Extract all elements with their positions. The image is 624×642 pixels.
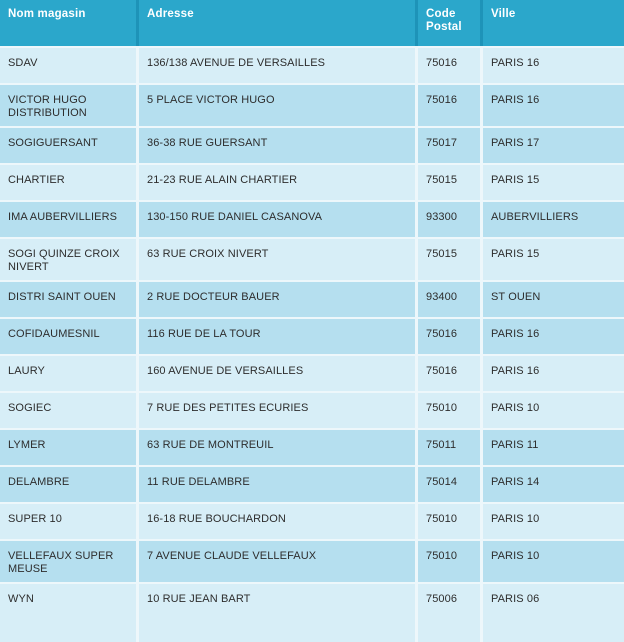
- table-row[interactable]: [0, 46, 624, 83]
- store-address-cell: 11 RUE DELAMBRE: [139, 467, 415, 502]
- store-postal-cell: 75010: [418, 393, 480, 428]
- table-row[interactable]: [0, 428, 624, 465]
- store-postal-cell: 93400: [418, 282, 480, 317]
- store-name-cell: VICTOR HUGO DISTRIBUTION: [0, 85, 136, 126]
- store-city-cell: PARIS 16: [483, 356, 624, 391]
- store-city-cell: PARIS 14: [483, 467, 624, 502]
- store-address-cell: 36-38 RUE GUERSANT: [139, 128, 415, 163]
- store-address-cell: 130-150 RUE DANIEL CASANOVA: [139, 202, 415, 237]
- store-city-cell: PARIS 06: [483, 584, 624, 642]
- store-postal-cell: 75017: [418, 128, 480, 163]
- store-postal-cell: 75014: [418, 467, 480, 502]
- table-row[interactable]: [0, 354, 624, 391]
- store-name-cell: SOGIEC: [0, 393, 136, 428]
- store-postal-cell: 75006: [418, 584, 480, 642]
- store-city-cell: PARIS 16: [483, 85, 624, 126]
- store-city-cell: AUBERVILLIERS: [483, 202, 624, 237]
- store-name-cell: DISTRI SAINT OUEN: [0, 282, 136, 317]
- store-name-cell: LYMER: [0, 430, 136, 465]
- store-city-cell: PARIS 15: [483, 165, 624, 200]
- header-code-postal: Code Postal: [418, 0, 480, 46]
- store-postal-cell: 75016: [418, 356, 480, 391]
- store-address-cell: 21-23 RUE ALAIN CHARTIER: [139, 165, 415, 200]
- store-name-cell: SUPER 10: [0, 504, 136, 539]
- table-row[interactable]: [0, 391, 624, 428]
- table-row[interactable]: [0, 502, 624, 539]
- store-postal-cell: 75010: [418, 504, 480, 539]
- store-name-cell: SOGIGUERSANT: [0, 128, 136, 163]
- store-name-cell: WYN: [0, 584, 136, 642]
- table-header: [0, 0, 624, 46]
- store-address-cell: 2 RUE DOCTEUR BAUER: [139, 282, 415, 317]
- table-row[interactable]: [0, 582, 624, 642]
- store-address-cell: 7 AVENUE CLAUDE VELLEFAUX: [139, 541, 415, 582]
- table-row[interactable]: [0, 317, 624, 354]
- store-address-cell: 116 RUE DE LA TOUR: [139, 319, 415, 354]
- store-name-cell: DELAMBRE: [0, 467, 136, 502]
- store-city-cell: PARIS 10: [483, 541, 624, 582]
- store-address-cell: 7 RUE DES PETITES ECURIES: [139, 393, 415, 428]
- store-postal-cell: 75015: [418, 239, 480, 280]
- store-postal-cell: 75016: [418, 48, 480, 83]
- store-postal-cell: 75011: [418, 430, 480, 465]
- table-row[interactable]: [0, 237, 624, 280]
- header-nom-magasin: Nom magasin: [0, 0, 136, 46]
- table-row[interactable]: [0, 280, 624, 317]
- store-postal-cell: 75016: [418, 319, 480, 354]
- store-city-cell: PARIS 16: [483, 48, 624, 83]
- store-city-cell: PARIS 11: [483, 430, 624, 465]
- store-city-cell: PARIS 16: [483, 319, 624, 354]
- table-row[interactable]: [0, 83, 624, 126]
- store-city-cell: PARIS 17: [483, 128, 624, 163]
- store-address-cell: 5 PLACE VICTOR HUGO: [139, 85, 415, 126]
- table-row[interactable]: [0, 163, 624, 200]
- table-body: [0, 46, 624, 642]
- store-address-cell: 10 RUE JEAN BART: [139, 584, 415, 642]
- store-name-cell: SOGI QUINZE CROIX NIVERT: [0, 239, 136, 280]
- store-city-cell: PARIS 15: [483, 239, 624, 280]
- store-name-cell: IMA AUBERVILLIERS: [0, 202, 136, 237]
- store-address-cell: 136/138 AVENUE DE VERSAILLES: [139, 48, 415, 83]
- header-adresse: Adresse: [139, 0, 415, 46]
- store-name-cell: SDAV: [0, 48, 136, 83]
- store-name-cell: VELLEFAUX SUPER MEUSE: [0, 541, 136, 582]
- store-address-cell: 63 RUE DE MONTREUIL: [139, 430, 415, 465]
- table-row[interactable]: [0, 126, 624, 163]
- table-row[interactable]: [0, 465, 624, 502]
- store-address-cell: 16-18 RUE BOUCHARDON: [139, 504, 415, 539]
- store-city-cell: ST OUEN: [483, 282, 624, 317]
- store-city-cell: PARIS 10: [483, 393, 624, 428]
- store-postal-cell: 75015: [418, 165, 480, 200]
- store-postal-cell: 75010: [418, 541, 480, 582]
- header-ville: Ville: [483, 0, 624, 46]
- store-postal-cell: 93300: [418, 202, 480, 237]
- table-row[interactable]: [0, 539, 624, 582]
- table-row[interactable]: [0, 200, 624, 237]
- store-name-cell: COFIDAUMESNIL: [0, 319, 136, 354]
- store-name-cell: CHARTIER: [0, 165, 136, 200]
- store-postal-cell: 75016: [418, 85, 480, 126]
- store-city-cell: PARIS 10: [483, 504, 624, 539]
- store-address-cell: 160 AVENUE DE VERSAILLES: [139, 356, 415, 391]
- store-name-cell: LAURY: [0, 356, 136, 391]
- store-address-cell: 63 RUE CROIX NIVERT: [139, 239, 415, 280]
